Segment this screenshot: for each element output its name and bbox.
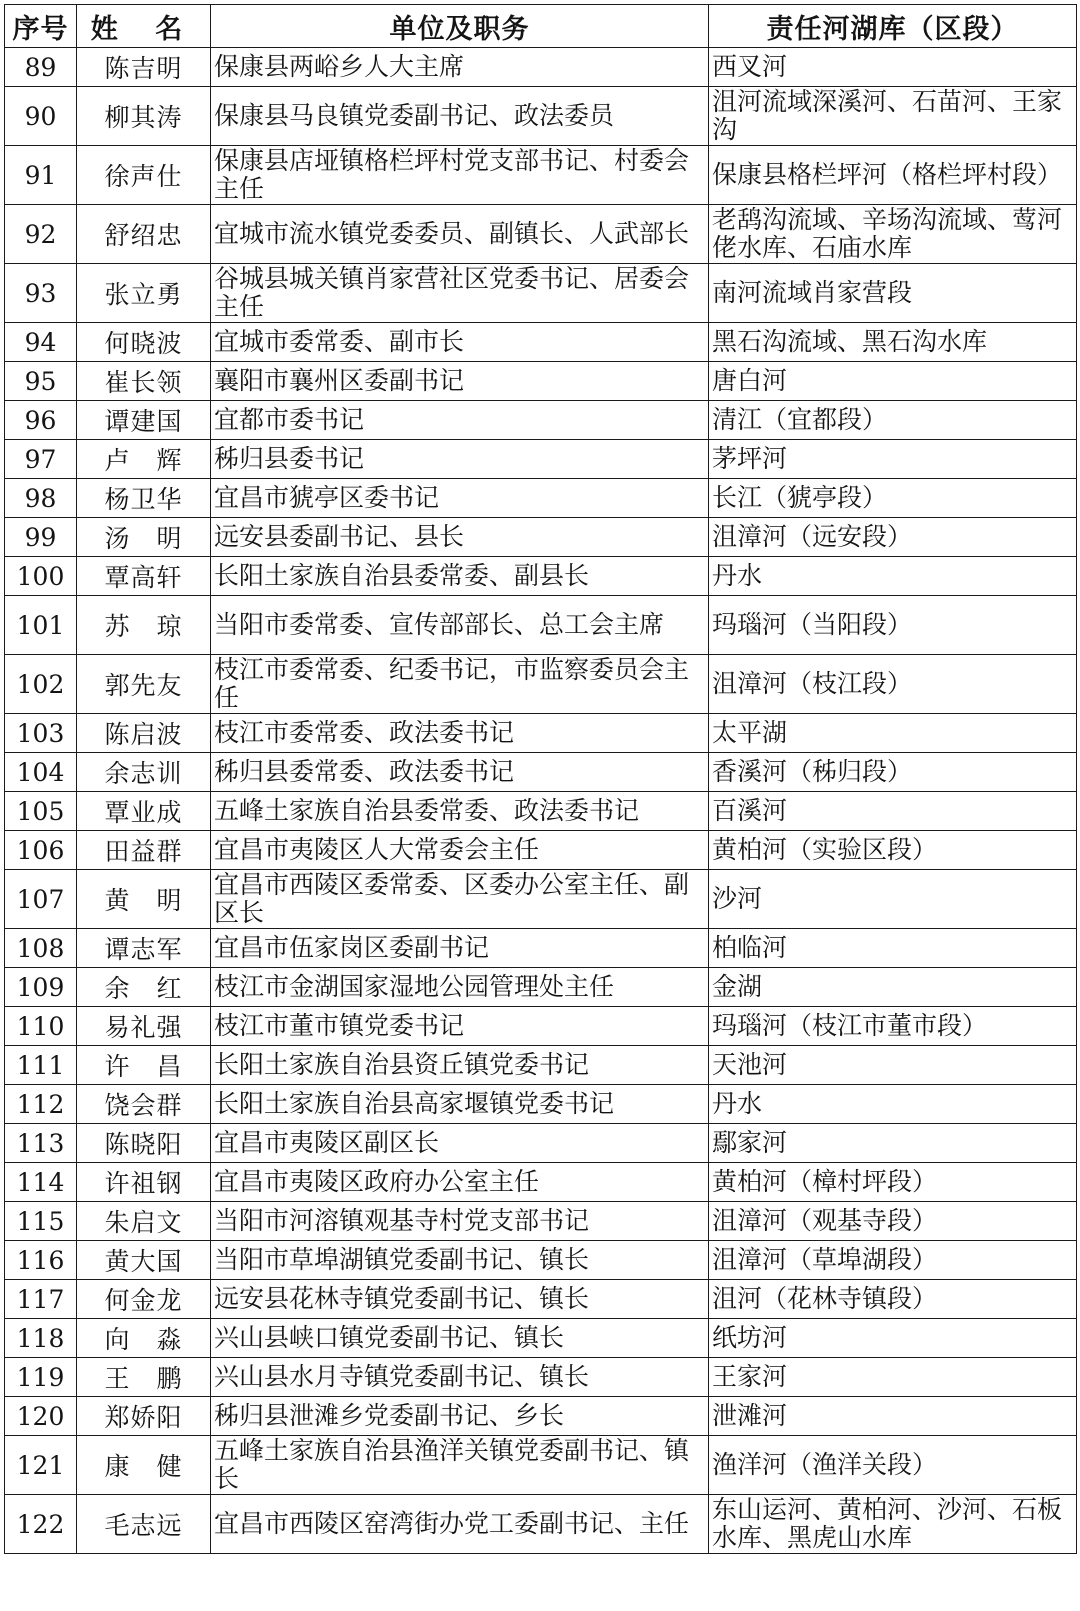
cell-name: 朱启文	[77, 1202, 211, 1241]
cell-no: 102	[5, 655, 77, 714]
table-row	[5, 1495, 1077, 1554]
cell-position: 宜昌市猇亭区委书记	[211, 479, 709, 518]
cell-river: 沮河（花林寺镇段）	[709, 1280, 1077, 1319]
cell-no: 90	[5, 87, 77, 146]
cell-name: 郑娇阳	[77, 1397, 211, 1436]
cell-name: 许 昌	[77, 1046, 211, 1085]
cell-name: 王 鹏	[77, 1358, 211, 1397]
cell-river: 老鸹沟流域、辛场沟流域、莺河佬水库、石庙水库	[709, 205, 1077, 264]
cell-river: 柏临河	[709, 929, 1077, 968]
cell-position: 宜昌市西陵区委常委、区委办公室主任、副区长	[211, 870, 709, 929]
cell-no: 94	[5, 323, 77, 362]
cell-no: 109	[5, 968, 77, 1007]
table-row	[5, 1319, 1077, 1358]
cell-position: 当阳市河溶镇观基寺村党支部书记	[211, 1202, 709, 1241]
cell-name: 徐声仕	[77, 146, 211, 205]
table-row	[5, 655, 1077, 714]
cell-river: 鄢家河	[709, 1124, 1077, 1163]
cell-name: 陈吉明	[77, 48, 211, 87]
cell-position: 宜昌市夷陵区人大常委会主任	[211, 831, 709, 870]
cell-no: 93	[5, 264, 77, 323]
cell-name: 向 淼	[77, 1319, 211, 1358]
cell-no: 110	[5, 1007, 77, 1046]
cell-river: 黄柏河（实验区段）	[709, 831, 1077, 870]
cell-name: 陈启波	[77, 714, 211, 753]
cell-name: 郭先友	[77, 655, 211, 714]
table-row	[5, 401, 1077, 440]
cell-name: 覃业成	[77, 792, 211, 831]
cell-no: 96	[5, 401, 77, 440]
cell-river: 黑石沟流域、黑石沟水库	[709, 323, 1077, 362]
table-row	[5, 440, 1077, 479]
cell-name: 易礼强	[77, 1007, 211, 1046]
cell-river: 金湖	[709, 968, 1077, 1007]
cell-position: 远安县花林寺镇党委副书记、镇长	[211, 1280, 709, 1319]
cell-river: 太平湖	[709, 714, 1077, 753]
cell-position: 枝江市董市镇党委书记	[211, 1007, 709, 1046]
cell-river: 百溪河	[709, 792, 1077, 831]
cell-river: 长江（猇亭段）	[709, 479, 1077, 518]
cell-position: 长阳土家族自治县委常委、副县长	[211, 557, 709, 596]
cell-river: 沙河	[709, 870, 1077, 929]
cell-position: 秭归县泄滩乡党委副书记、乡长	[211, 1397, 709, 1436]
table-header	[5, 5, 1077, 48]
cell-no: 116	[5, 1241, 77, 1280]
header-position: 单位及职务	[211, 5, 709, 48]
cell-river: 玛瑙河（当阳段）	[709, 596, 1077, 655]
cell-no: 92	[5, 205, 77, 264]
cell-no: 91	[5, 146, 77, 205]
cell-position: 宜城市委常委、副市长	[211, 323, 709, 362]
cell-no: 89	[5, 48, 77, 87]
table-row	[5, 518, 1077, 557]
cell-position: 宜城市流水镇党委委员、副镇长、人武部长	[211, 205, 709, 264]
table-row	[5, 557, 1077, 596]
table-row	[5, 362, 1077, 401]
cell-no: 98	[5, 479, 77, 518]
cell-no: 122	[5, 1495, 77, 1554]
cell-name: 谭志军	[77, 929, 211, 968]
cell-name: 张立勇	[77, 264, 211, 323]
cell-position: 枝江市委常委、政法委书记	[211, 714, 709, 753]
cell-name: 谭建国	[77, 401, 211, 440]
cell-river: 王家河	[709, 1358, 1077, 1397]
cell-position: 秭归县委书记	[211, 440, 709, 479]
cell-position: 兴山县水月寺镇党委副书记、镇长	[211, 1358, 709, 1397]
cell-name: 杨卫华	[77, 479, 211, 518]
cell-name: 崔长领	[77, 362, 211, 401]
cell-no: 120	[5, 1397, 77, 1436]
cell-no: 103	[5, 714, 77, 753]
cell-no: 118	[5, 1319, 77, 1358]
cell-no: 119	[5, 1358, 77, 1397]
cell-river: 香溪河（秭归段）	[709, 753, 1077, 792]
table-row	[5, 264, 1077, 323]
cell-position: 兴山县峡口镇党委副书记、镇长	[211, 1319, 709, 1358]
cell-river: 沮漳河（草埠湖段）	[709, 1241, 1077, 1280]
cell-name: 何晓波	[77, 323, 211, 362]
cell-no: 99	[5, 518, 77, 557]
cell-river: 清江（宜都段）	[709, 401, 1077, 440]
cell-position: 远安县委副书记、县长	[211, 518, 709, 557]
cell-river: 沮漳河（枝江段）	[709, 655, 1077, 714]
cell-no: 113	[5, 1124, 77, 1163]
cell-position: 五峰土家族自治县委常委、政法委书记	[211, 792, 709, 831]
cell-name: 覃高轩	[77, 557, 211, 596]
cell-name: 余 红	[77, 968, 211, 1007]
cell-no: 117	[5, 1280, 77, 1319]
cell-no: 112	[5, 1085, 77, 1124]
cell-name: 汤 明	[77, 518, 211, 557]
table-row	[5, 753, 1077, 792]
cell-position: 保康县两峪乡人大主席	[211, 48, 709, 87]
cell-river: 丹水	[709, 1085, 1077, 1124]
table-row	[5, 792, 1077, 831]
cell-river: 渔洋河（渔洋关段）	[709, 1436, 1077, 1495]
table-row	[5, 323, 1077, 362]
cell-name: 舒绍忠	[77, 205, 211, 264]
cell-river: 天池河	[709, 1046, 1077, 1085]
cell-no: 97	[5, 440, 77, 479]
cell-position: 宜昌市西陵区窑湾街办党工委副书记、主任	[211, 1495, 709, 1554]
cell-river: 丹水	[709, 557, 1077, 596]
cell-name: 田益群	[77, 831, 211, 870]
table-row	[5, 1124, 1077, 1163]
cell-no: 107	[5, 870, 77, 929]
table-row	[5, 1085, 1077, 1124]
cell-river: 唐白河	[709, 362, 1077, 401]
cell-position: 当阳市委常委、宣传部部长、总工会主席	[211, 596, 709, 655]
cell-no: 115	[5, 1202, 77, 1241]
cell-no: 104	[5, 753, 77, 792]
table-row	[5, 48, 1077, 87]
cell-position: 谷城县城关镇肖家营社区党委书记、居委会主任	[211, 264, 709, 323]
cell-name: 饶会群	[77, 1085, 211, 1124]
header-no: 序号	[5, 5, 77, 48]
table-row	[5, 1280, 1077, 1319]
table-row	[5, 1397, 1077, 1436]
table-row	[5, 831, 1077, 870]
cell-position: 保康县马良镇党委副书记、政法委员	[211, 87, 709, 146]
cell-river: 玛瑙河（枝江市董市段）	[709, 1007, 1077, 1046]
cell-no: 105	[5, 792, 77, 831]
cell-no: 111	[5, 1046, 77, 1085]
cell-name: 何金龙	[77, 1280, 211, 1319]
cell-name: 余志训	[77, 753, 211, 792]
cell-name: 卢 辉	[77, 440, 211, 479]
cell-no: 108	[5, 929, 77, 968]
cell-river: 南河流域肖家营段	[709, 264, 1077, 323]
table-row	[5, 968, 1077, 1007]
cell-no: 106	[5, 831, 77, 870]
table-row	[5, 1202, 1077, 1241]
cell-river: 沮漳河（观基寺段）	[709, 1202, 1077, 1241]
table-row	[5, 87, 1077, 146]
cell-river: 黄柏河（樟村坪段）	[709, 1163, 1077, 1202]
header-name: 姓 名	[77, 5, 211, 48]
river-chief-table	[4, 4, 1077, 1554]
table-row	[5, 596, 1077, 655]
cell-position: 宜昌市夷陵区政府办公室主任	[211, 1163, 709, 1202]
cell-position: 长阳土家族自治县资丘镇党委书记	[211, 1046, 709, 1085]
cell-position: 宜都市委书记	[211, 401, 709, 440]
cell-position: 宜昌市夷陵区副区长	[211, 1124, 709, 1163]
cell-no: 95	[5, 362, 77, 401]
cell-river: 沮河流域深溪河、石苗河、王家沟	[709, 87, 1077, 146]
cell-name: 苏 琼	[77, 596, 211, 655]
cell-no: 114	[5, 1163, 77, 1202]
cell-position: 宜昌市伍家岗区委副书记	[211, 929, 709, 968]
cell-position: 保康县店垭镇格栏坪村党支部书记、村委会主任	[211, 146, 709, 205]
cell-river: 西叉河	[709, 48, 1077, 87]
cell-name: 黄 明	[77, 870, 211, 929]
cell-position: 秭归县委常委、政法委书记	[211, 753, 709, 792]
cell-river: 泄滩河	[709, 1397, 1077, 1436]
cell-position: 枝江市委常委、纪委书记，市监察委员会主任	[211, 655, 709, 714]
cell-position: 五峰土家族自治县渔洋关镇党委副书记、镇长	[211, 1436, 709, 1495]
table-row	[5, 714, 1077, 753]
cell-no: 100	[5, 557, 77, 596]
cell-name: 黄大国	[77, 1241, 211, 1280]
table-row	[5, 1007, 1077, 1046]
cell-no: 121	[5, 1436, 77, 1495]
cell-name: 许祖钢	[77, 1163, 211, 1202]
cell-river: 茅坪河	[709, 440, 1077, 479]
header-river: 责任河湖库（区段）	[709, 5, 1077, 48]
cell-name: 柳其涛	[77, 87, 211, 146]
cell-position: 枝江市金湖国家湿地公园管理处主任	[211, 968, 709, 1007]
cell-river: 纸坊河	[709, 1319, 1077, 1358]
cell-position: 襄阳市襄州区委副书记	[211, 362, 709, 401]
cell-name: 毛志远	[77, 1495, 211, 1554]
table-row	[5, 205, 1077, 264]
table-row	[5, 1241, 1077, 1280]
table-row	[5, 479, 1077, 518]
table-row	[5, 146, 1077, 205]
table-row	[5, 1358, 1077, 1397]
table-row	[5, 929, 1077, 968]
table-body	[5, 48, 1077, 1554]
cell-position: 当阳市草埠湖镇党委副书记、镇长	[211, 1241, 709, 1280]
table-row	[5, 1046, 1077, 1085]
cell-no: 101	[5, 596, 77, 655]
cell-river: 沮漳河（远安段）	[709, 518, 1077, 557]
cell-name: 康 健	[77, 1436, 211, 1495]
table-row	[5, 870, 1077, 929]
cell-name: 陈晓阳	[77, 1124, 211, 1163]
cell-river: 东山运河、黄柏河、沙河、石板水库、黑虎山水库	[709, 1495, 1077, 1554]
cell-river: 保康县格栏坪河（格栏坪村段）	[709, 146, 1077, 205]
cell-position: 长阳土家族自治县高家堰镇党委书记	[211, 1085, 709, 1124]
table-row	[5, 1436, 1077, 1495]
table-row	[5, 1163, 1077, 1202]
